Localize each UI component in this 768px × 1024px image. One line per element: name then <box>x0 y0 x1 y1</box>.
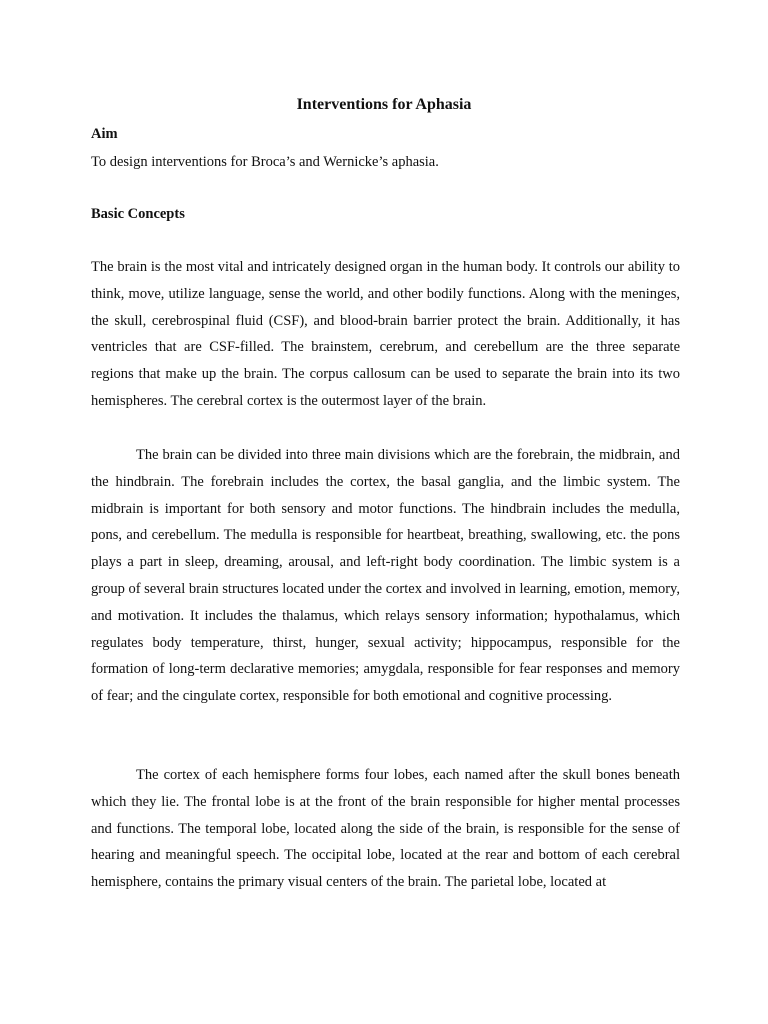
paragraph-cortex-lobes: The cortex of each hemisphere forms four lobes, each named after the skull bones beneath which they lie. The frontal lobe is at the front of the brain responsible for higher mental processes and functions. The temporal lobe, located along the side of the brain, is responsible for the sense of hearing and meaningful speech. The occipital lobe, located at the rear and bottom of each cerebral hemisphere, contains the primary visual centers of the brain. The parietal lobe, located at <box>91 767 680 891</box>
document-title: Interventions for Aphasia <box>296 96 472 113</box>
aim-text: To design interventions for Broca’s and Wernicke’s aphasia. <box>91 154 439 170</box>
paragraph-brain-overview: The brain is the most vital and intricately designed organ in the human body. It controls our ability to think, move, utilize language, sense the world, and other bodily functions. Along with the meninges, the skull, cerebrospinal fluid (CSF), and blood-brain barrier protect the brain. Additionally, it has ventricles that are CSF-filled. The brainstem, cerebrum, and cerebellum are the three separate regions that make up the brain. The corpus callosum can be used to separate the brain into its two hemispheres. The cerebral cortex is the outermost layer of the brain. <box>91 259 680 409</box>
paragraph-brain-divisions: The brain can be divided into three main divisions which are the forebrain, the midbrain, and the hindbrain. The forebrain includes the cortex, the basal ganglia, and the limbic system. The midbrain is important for both sensory and motor functions. The hindbrain includes the medulla, pons, and cerebellum. The medulla is responsible for heartbeat, breathing, swallowing, etc. the pons plays a part in sleep, dreaming, arousal, and left-right body coordination. The limbic system is a group of several brain structures located under the cortex and involved in learning, emotion, memory, and motivation. It includes the thalamus, which relays sensory information; hypothalamus, which regulates body temperature, thirst, hunger, sexual activity; hippocampus, responsible for the formation of long-term declarative memories; amygdala, responsible for fear responses and memory of fear; and the cingulate cortex, responsible for both emotional and cognitive processing. <box>91 447 680 705</box>
aim-heading: Aim <box>91 126 118 142</box>
basic-concepts-heading: Basic Concepts <box>91 206 185 222</box>
